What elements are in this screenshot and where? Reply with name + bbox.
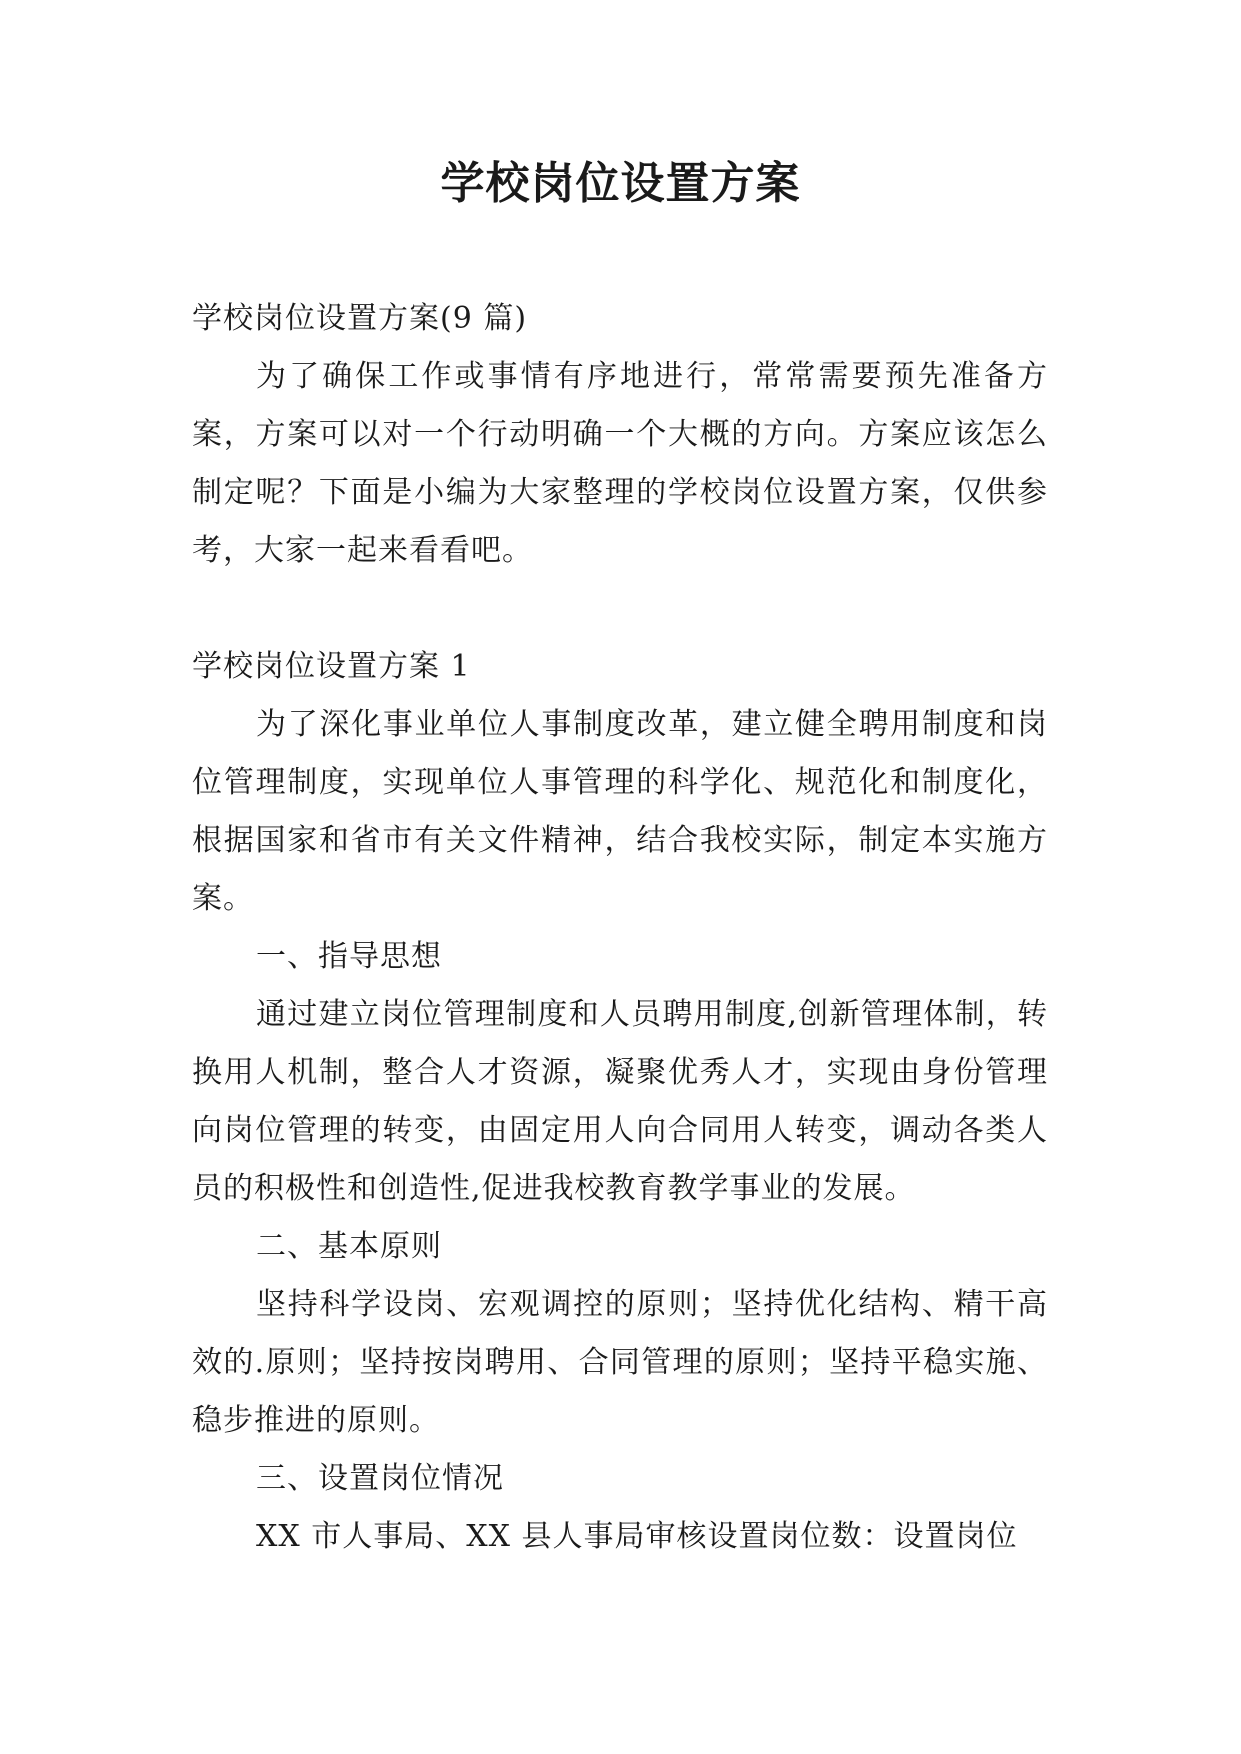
subheading-guiding-ideology: 一、指导思想: [256, 939, 442, 974]
subheading-post-settings: 三、设置岗位情况: [256, 1461, 504, 1496]
basic-principles-paragraph: 坚持科学设岗、宏观调控的原则；坚持优化结构、精干高效的.原则；坚持按岗聘用、合同管理的原则；坚持平稳实施、稳步推进的原则。: [192, 1287, 1048, 1438]
collection-heading: 学校岗位设置方案(9 篇): [192, 301, 528, 336]
document-title: 学校岗位设置方案: [440, 158, 801, 209]
document-body: [192, 290, 1048, 1566]
section-1-intro-paragraph: 为了深化事业单位人事制度改革，建立健全聘用制度和岗位管理制度，实现单位人事管理的科学化、规范化和制度化，根据国家和省市有关文件精神，结合我校实际，制定本实施方案。: [192, 707, 1048, 916]
guiding-ideology-paragraph: 通过建立岗位管理制度和人员聘用制度,创新管理体制，转换用人机制，整合人才资源，凝聚优秀人才，实现由身份管理向岗位管理的转变，由固定用人向合同用人转变，调动各类人员的积极性和创造性,促进我校教育教学事业的发展。: [192, 997, 1048, 1206]
intro-paragraph: 为了确保工作或事情有序地进行，常常需要预先准备方案，方案可以对一个行动明确一个大概的方向。方案应该怎么制定呢？下面是小编为大家整理的学校岗位设置方案，仅供参考，大家一起来看看吧。: [192, 359, 1048, 568]
section-heading-1: 学校岗位设置方案 1: [192, 649, 471, 684]
subheading-basic-principles: 二、基本原则: [256, 1229, 442, 1264]
post-settings-paragraph: XX 市人事局、XX 县人事局审核设置岗位数：设置岗位: [256, 1519, 1018, 1554]
